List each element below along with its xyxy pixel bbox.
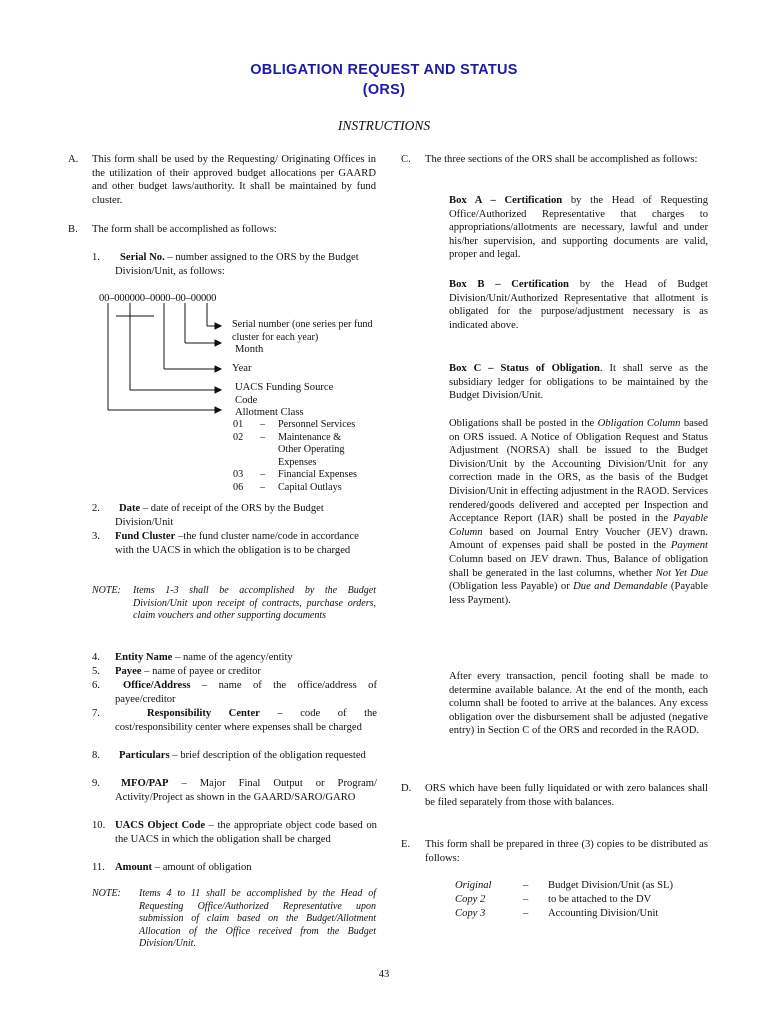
para-text: (Obligation less Payable) or bbox=[449, 581, 574, 593]
item-1-text: – number assigned to the ORS by the Budget Division/Unit, as follows: bbox=[115, 252, 359, 277]
allotment-name: Financial Expenses bbox=[278, 469, 357, 481]
item-11 bbox=[115, 861, 377, 875]
section-d-text: ORS which have been fully liquidated or with zero balances shall be filed separately from those with balances. bbox=[425, 783, 708, 808]
box-b-paragraph bbox=[449, 278, 708, 332]
copy-destination: Budget Division/Unit (as SL) bbox=[548, 880, 674, 891]
note-1-text: Items 1-3 shall be accomplished by the Budget Division/Unit upon receipt of contracts, purchase orders, claim vouchers and other supporting documents bbox=[133, 585, 376, 622]
item-3-number: 3. bbox=[92, 531, 100, 542]
item-6-label: Office/Address bbox=[123, 680, 191, 691]
item-9-number: 9. bbox=[92, 778, 100, 789]
allotment-class-row bbox=[233, 482, 383, 495]
box-c-text: . It shall serve as the subsidiary ledger for obligations to be maintained by the Budget Division/Unit. bbox=[449, 363, 708, 402]
item-10-text: – the appropriate object code based on the UACS in which the obligation shall be charged bbox=[115, 820, 377, 845]
item-6-text: – name of the office/address of payee/creditor bbox=[115, 680, 377, 705]
serial-label-uacs bbox=[235, 381, 355, 407]
item-11-text: – amount of obligation bbox=[152, 862, 252, 873]
item-4-text: – name of the agency/entity bbox=[172, 652, 293, 663]
item-8-text: – brief description of the obligation requested bbox=[169, 750, 366, 761]
allotment-dash: – bbox=[260, 481, 266, 493]
para-italic: Obligation Column bbox=[597, 418, 681, 429]
section-b-intro: The form shall be accomplished as follows: bbox=[92, 224, 277, 235]
copy-name: Original bbox=[455, 880, 492, 891]
item-8 bbox=[115, 749, 377, 763]
document-title: OBLIGATION REQUEST AND STATUS bbox=[250, 62, 518, 78]
item-5-label: Payee bbox=[115, 666, 142, 677]
allotment-name: Maintenance & Other Operating Expenses bbox=[278, 431, 345, 468]
allotment-class-list bbox=[233, 419, 383, 495]
para-text: based on ORS issued. A Notice of Obligation Request and Status Adjustment (NORSA) shall be issued to the Budget Division/Unit by the Accounting Division/Unit for any correction made in the ORS, as the basis of the Budget Division/Unit in effecting adjustment in the RAOD. Services rendered/goods delivered and accepted per Inspection and Acceptance Report (IAR) shall be posted in the bbox=[449, 418, 708, 525]
section-d-marker: D. bbox=[401, 783, 412, 794]
box-a-label: Box A – Certification bbox=[449, 195, 563, 206]
section-c-marker: C. bbox=[401, 154, 411, 165]
allotment-code: 03 bbox=[233, 469, 244, 481]
section-e-marker: E. bbox=[401, 839, 411, 850]
item-10-number: 10. bbox=[92, 820, 106, 831]
note-2-label: NOTE: bbox=[92, 888, 121, 899]
item-8-number: 8. bbox=[92, 750, 100, 761]
section-b-marker: B. bbox=[68, 224, 78, 235]
copy-name: Copy 2 bbox=[455, 894, 486, 905]
item-7-label: Responsibility Center bbox=[147, 708, 260, 719]
allotment-class-row bbox=[233, 469, 383, 482]
item-1 bbox=[115, 251, 377, 278]
item-2-number: 2. bbox=[92, 503, 100, 514]
para-italic: Due and Demandable bbox=[573, 581, 668, 593]
allotment-code: 02 bbox=[233, 431, 244, 443]
allotment-dash: – bbox=[260, 419, 266, 430]
allotment-class-row bbox=[233, 419, 383, 432]
item-9-label: MFO/PAP bbox=[121, 778, 169, 789]
item-9-text: – Major Final Output or Program/ Activity/Project as shown in the GAARD/SARO/GARO bbox=[115, 778, 377, 803]
item-6-number: 6. bbox=[92, 680, 100, 691]
item-11-label: Amount bbox=[115, 862, 153, 873]
item-9 bbox=[115, 777, 377, 804]
obligations-paragraph bbox=[449, 417, 708, 607]
para-text: based on Journal Entry Voucher (JEV) drawn. Amount of expenses paid shall be posted in the bbox=[449, 526, 708, 552]
para-italic: Payment bbox=[670, 540, 708, 552]
page-number: 43 bbox=[378, 969, 390, 980]
section-a-text: This form shall be used by the Requesting/ Originating Offices in the utilization of their approved budget allocations per GAARD and other budget laws/authority. It shall be maintained by fund cluster. bbox=[92, 154, 376, 206]
item-4-label: Entity Name bbox=[115, 652, 173, 663]
item-8-label: Particulars bbox=[119, 750, 170, 761]
allotment-name: Capital Outlays bbox=[278, 481, 342, 493]
box-a-paragraph bbox=[449, 194, 708, 262]
serial-label-year: Year bbox=[232, 363, 252, 374]
section-a-marker: A. bbox=[68, 154, 79, 165]
footing-paragraph: After every transaction, pencil footing shall be made to determine available balance. At the end of the month, each column shall be footed to arrive at the balances. Any excess obligation over the disbursement shall be adjusted (negative entry) in Section C of the ORS and recorded in the RAOD. bbox=[449, 671, 708, 737]
item-6 bbox=[115, 679, 377, 706]
para-italic: Not Yet Due bbox=[655, 567, 708, 579]
allotment-dash: – bbox=[260, 469, 266, 481]
para-italic: Payable Column bbox=[449, 513, 708, 538]
box-b-label: Box B – Certification bbox=[449, 279, 569, 290]
serial-label-month: Month bbox=[235, 344, 264, 355]
item-3-label: Fund Cluster bbox=[115, 531, 176, 542]
distribution-table bbox=[455, 879, 673, 921]
item-7-number: 7. bbox=[92, 708, 100, 719]
item-5-number: 5. bbox=[92, 666, 100, 677]
item-1-label: Serial No. bbox=[120, 252, 165, 263]
box-b-text: by the Head of Budget Division/Unit/Authorized Representative that allotment is obligated for the purpose/adjustment necessary is as indicated above. bbox=[449, 279, 709, 331]
document-subtitle: (ORS) bbox=[362, 82, 406, 98]
box-c-label: Box C – Status of Obligation bbox=[449, 363, 600, 374]
note-2-text: Items 4 to 11 shall be accomplished by the Head of Requesting Office/Authorized Representative upon submission of claim based on the Budget/Allotment Allocation of the Office received from the Budget Division/Unit. bbox=[139, 888, 376, 950]
item-4 bbox=[115, 651, 377, 665]
box-a-text: by the Head of Requesting Office/Authorized Representative that charges to appropriations/allotments are necessary, lawful and under his/her supervision, and supporting documents are valid, proper and legal. bbox=[449, 195, 708, 261]
item-2 bbox=[115, 502, 377, 529]
distribution-row bbox=[455, 893, 673, 907]
item-2-text: – date of receipt of the ORS by the Budget Division/Unit bbox=[115, 503, 324, 528]
copy-name: Copy 3 bbox=[455, 908, 486, 919]
item-7-text: – code of the cost/responsibility center where expenses shall be charged bbox=[115, 708, 378, 733]
item-4-number: 4. bbox=[92, 652, 100, 663]
section-e-text: This form shall be prepared in three (3) copies to be distributed as follows: bbox=[425, 839, 708, 864]
para-text: (Payable less Payment). bbox=[449, 581, 708, 606]
item-10 bbox=[115, 819, 377, 846]
note-1-label: NOTE: bbox=[92, 585, 121, 596]
copy-dash: – bbox=[523, 894, 529, 905]
item-11-number: 11. bbox=[92, 862, 105, 873]
distribution-row bbox=[455, 879, 673, 893]
serial-diagram-lines bbox=[96, 300, 236, 414]
item-5 bbox=[115, 665, 377, 679]
allotment-code: 01 bbox=[233, 419, 244, 430]
para-text: Obligations shall be posted in the bbox=[449, 418, 598, 429]
allotment-name: Personnel Services bbox=[278, 419, 356, 430]
para-text: Column based on JEV drawn. Thus, Balance of obligation shall be generated in the last columns, whether bbox=[449, 553, 708, 579]
serial-label-serial: Serial number (one series per fund cluster for each year) bbox=[232, 319, 373, 343]
copy-destination: Accounting Division/Unit bbox=[548, 908, 659, 919]
box-c-paragraph bbox=[449, 362, 708, 403]
serial-label-allotment: Allotment Class bbox=[235, 407, 304, 418]
item-3 bbox=[115, 530, 377, 557]
instructions-heading: INSTRUCTIONS bbox=[337, 118, 431, 133]
copy-dash: – bbox=[523, 908, 529, 919]
item-5-text: – name of payee or creditor bbox=[141, 666, 261, 677]
item-2-label: Date bbox=[119, 503, 141, 514]
allotment-code: 06 bbox=[233, 481, 244, 493]
copy-destination: to be attached to the DV bbox=[548, 894, 652, 905]
allotment-class-row bbox=[233, 432, 383, 470]
allotment-dash: – bbox=[260, 431, 266, 443]
copy-dash: – bbox=[523, 880, 529, 891]
serial-label-uacs-text: UACS Funding Source Code bbox=[235, 382, 334, 406]
serial-format: 00–000000–0000–00–00000 bbox=[99, 293, 217, 304]
item-10-label: UACS Object Code bbox=[115, 820, 206, 831]
section-c-intro: The three sections of the ORS shall be accomplished as follows: bbox=[425, 154, 698, 165]
item-7 bbox=[115, 707, 377, 734]
item-3-text: –the fund cluster name/code in accordance with the UACS in which the obligation is to be charged bbox=[115, 531, 359, 556]
item-1-number: 1. bbox=[92, 252, 100, 263]
distribution-row bbox=[455, 907, 673, 921]
